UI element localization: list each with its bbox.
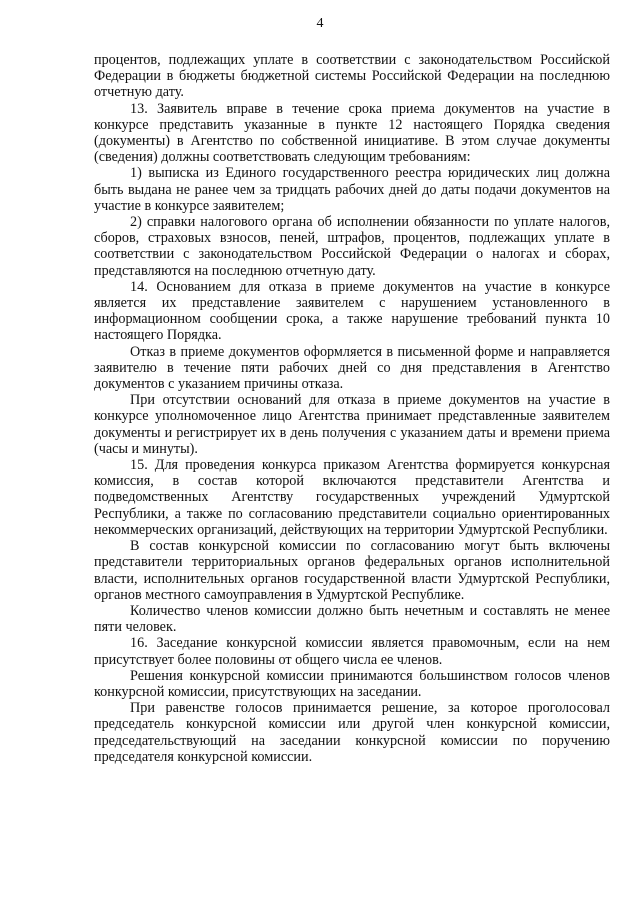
paragraph-14-refusal: Отказ в приеме документов оформляется в письменной форме и направляется заявителю в течение пяти рабочих дней со дня представления в Агентство документов с указанием причины отказа. bbox=[94, 343, 610, 393]
paragraph-15-composition: В состав конкурсной комиссии по согласованию могут быть включены представители территориальных органов федеральных органов исполнительной власти, исполнительных органов государственной власти Удмуртской Республики, органов местного самоуправления в Удмуртской Республике. bbox=[94, 538, 610, 603]
document-body bbox=[94, 52, 610, 765]
paragraph-16-majority: Решения конкурсной комиссии принимаются большинством голосов членов конкурсной комиссии, присутствующих на заседании. bbox=[94, 667, 610, 700]
paragraph-16-tie-vote: При равенстве голосов принимается решение, за которое проголосовал председатель конкурсной комиссии или другой член конкурсной комиссии, председательствующий на заседании конкурсной комиссии по поручению председателя конкурсной комиссии. bbox=[94, 700, 610, 765]
paragraph-13: 13. Заявитель вправе в течение срока приема документов на участие в конкурсе представить указанные в пункте 12 настоящего Порядка сведения (документы) в Агентство по собственной инициативе. В этом случае документы (сведения) должны соответствовать следующим требованиям: bbox=[94, 100, 610, 166]
paragraph-continuation: процентов, подлежащих уплате в соответствии с законодательством Российской Федерации в бюджеты бюджетной системы Российской Федерации на последнюю отчетную дату. bbox=[94, 52, 610, 101]
paragraph-13-item-1: 1) выписка из Единого государственного реестра юридических лиц должна быть выдана не ранее чем за тридцать рабочих дней до даты подачи документов на участие в конкурсе заявителем; bbox=[94, 165, 610, 214]
paragraph-16: 16. Заседание конкурсной комиссии является правомочным, если на нем присутствует более половины от общего числа ее членов. bbox=[94, 635, 610, 668]
paragraph-15-member-count: Количество членов комиссии должно быть нечетным и составлять не менее пяти человек. bbox=[94, 602, 610, 636]
page-number: 4 bbox=[316, 16, 324, 31]
paragraph-14: 14. Основанием для отказа в приеме документов на участие в конкурсе является их представление заявителем с нарушением установленного в информационном сообщении срока, а также нарушение требований пункта 10 настоящего Порядка. bbox=[94, 278, 610, 344]
paragraph-15: 15. Для проведения конкурса приказом Агентства формируется конкурсная комиссия, в состав которой включаются представители Агентства и подведомственных Агентству государственных учреждений Удмуртской Республики, а также по согласованию представители социально ориентированных некоммерческих организаций, действующих на территории Удмуртской Республики. bbox=[94, 457, 610, 538]
paragraph-13-item-2: 2) справки налогового органа об исполнении обязанности по уплате налогов, сборов, страховых взносов, пеней, штрафов, процентов, подлежащих уплате в соответствии с законодательством Российской Федерации о налогах и сборах, представляются на последнюю отчетную дату. bbox=[94, 214, 610, 279]
paragraph-14-acceptance: При отсутствии оснований для отказа в приеме документов на участие в конкурсе уполномоченное лицо Агентства принимает представленные заявителем документы и регистрирует их в день получения с указанием даты и времени приема (часы и минуты). bbox=[94, 392, 610, 457]
